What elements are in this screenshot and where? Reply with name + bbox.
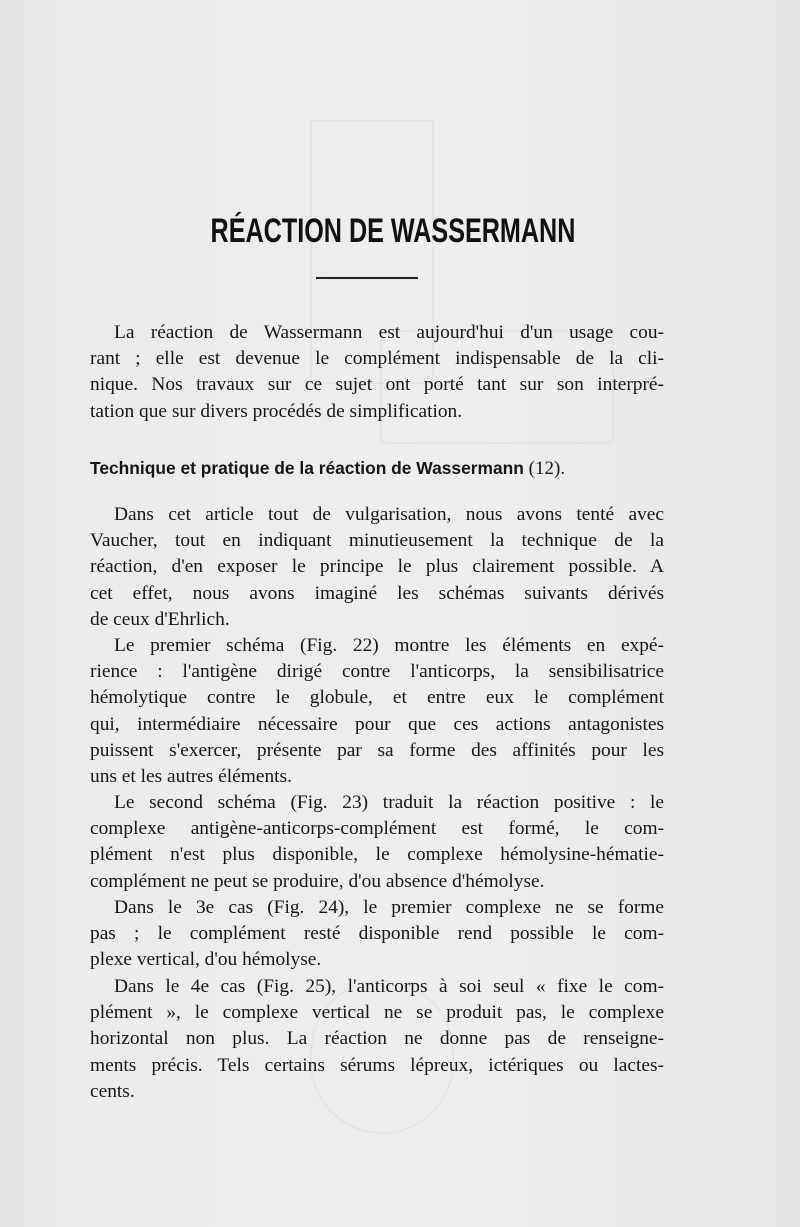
paragraph-3 [90,790,664,895]
text-line: horizontal non plus. La réaction ne donne pas de renseigne- [90,1028,664,1050]
text-line: cet effet, nous avons imaginé les schémas suivants dérivés [90,582,664,604]
paragraph-4 [90,895,664,974]
text-line: plément n'est plus disponible, le complexe hémolysine-hématie- [90,844,664,866]
text-line: hémolytique contre le globule, et entre eux le complément [90,687,664,709]
page-title: RÉACTION DE WASSERMANN [210,212,576,250]
paragraph-5 [90,974,664,1105]
text-line: uns et les autres éléments. [90,766,292,788]
text-line: Le premier schéma (Fig. 22) montre les éléments en expé- [114,635,664,656]
text-line: Dans cet article tout de vulgarisation, nous avons tenté avec [114,504,664,525]
section-heading-ref: (12). [523,458,566,479]
text-line: plexe vertical, d'ou hémolyse. [90,949,322,971]
text-line: qui, intermédiaire nécessaire pour que ces actions antagonistes [90,713,664,735]
text-line: pas ; le complément resté disponible rend possible le com- [90,923,664,945]
text-line: rant ; elle est devenue le complément indispensable de la cli- [90,348,664,370]
text-line: rience : l'antigène dirigé contre l'anticorps, la sensibilisatrice [90,661,664,683]
text-line: nique. Nos travaux sur ce sujet ont porté tant sur son interpré- [90,374,664,396]
text-line: complexe antigène-anticorps-complément est formé, le com- [90,818,664,840]
paragraph-2 [90,633,664,790]
title-rule [316,277,418,279]
text-line: cents. [90,1080,135,1102]
text-line: puissent s'exercer, présente par sa forme des affinités pour les [90,739,664,761]
section-heading [90,455,670,482]
text-line: plément », le complexe vertical ne se produit pas, le complexe [90,1002,664,1024]
text-line: de ceux d'Ehrlich. [90,608,230,630]
text-line: Dans le 3e cas (Fig. 24), le premier complexe ne se forme [114,897,664,918]
text-line: tation que sur divers procédés de simplification. [90,400,463,422]
text-line: Le second schéma (Fig. 23) traduit la réaction positive : le [114,792,664,813]
paragraph-1 [90,502,664,633]
text-line: Vaucher, tout en indiquant minutieusement la technique de la [90,530,664,552]
text-line: La réaction de Wassermann est aujourd'hui d'un usage cou- [114,322,664,343]
text-line: réaction, d'en exposer le principe le plus clairement possible. A [90,556,664,578]
text-line: Dans le 4e cas (Fig. 25), l'anticorps à soi seul « fixe le com- [114,976,664,997]
text-line: ments précis. Tels certains sérums lépreux, ictériques ou lactes- [90,1054,664,1076]
section-heading-title: Technique et pratique de la réaction de Wassermann [90,458,524,478]
intro-paragraph [90,320,664,425]
text-line: complément ne peut se produire, d'ou absence d'hémolyse. [90,870,545,892]
